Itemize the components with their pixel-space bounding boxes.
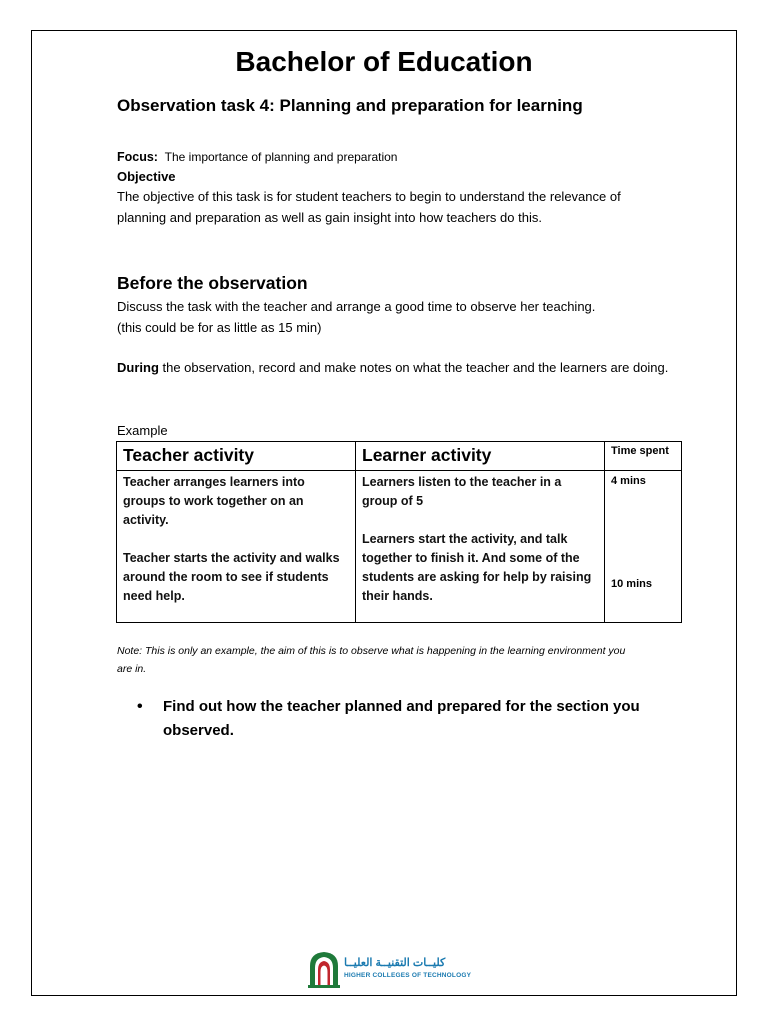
during-text: the observation, record and make notes on what the teacher and the learners are doing. (158, 360, 669, 375)
header-teacher-activity: Teacher activity (117, 442, 356, 471)
time-spent-2: 10 mins (611, 578, 652, 590)
bullet-point-icon: • (137, 698, 143, 715)
learner-activity-2: Learners start the activity, and talk together to finish it. And some of the students are asking for help by raising their hands. (362, 532, 592, 603)
header-time-spent: Time spent (605, 442, 682, 471)
during-observation-body (117, 358, 677, 379)
hct-emblem-icon (307, 950, 341, 988)
header-learner-activity: Learner activity (356, 442, 605, 471)
focus-label: Focus: (117, 150, 158, 164)
objective-heading: Objective (117, 169, 176, 184)
table-header-row (117, 442, 682, 471)
time-spent-1: 4 mins (611, 475, 646, 487)
teacher-activity-2: Teacher starts the activity and walks around the room to see if students need help. (123, 551, 340, 603)
focus-line (117, 148, 397, 166)
teacher-activity-cell (117, 471, 356, 623)
bullet-task-text: Find out how the teacher planned and prepared for the section you observed. (163, 698, 640, 739)
learner-activity-cell (356, 471, 605, 623)
before-observation-heading: Before the observation (117, 273, 308, 293)
logo-english-text: HIGHER COLLEGES OF TECHNOLOGY (344, 972, 472, 979)
table-row (117, 471, 682, 623)
before-observation-body (117, 297, 677, 338)
before-body-line-1: Discuss the task with the teacher and arrange a good time to observe her teaching. (117, 299, 596, 314)
example-label: Example (117, 423, 168, 438)
hct-logo (307, 950, 472, 988)
document-title: Bachelor of Education (235, 46, 533, 77)
before-body-line-2: (this could be for as little as 15 min) (117, 319, 322, 335)
focus-text: The importance of planning and preparation (164, 150, 398, 164)
during-label: During (117, 360, 159, 375)
logo-arabic-text: كليــات التقنيــة العليــا (344, 957, 446, 969)
learner-activity-1: Learners listen to the teacher in a group of 5 (362, 475, 562, 508)
document-subtitle: Observation task 4: Planning and preparation for learning (117, 96, 583, 115)
objective-body: The objective of this task is for student teachers to begin to understand the relevance of planning and preparation as well as gain insight into how teachers do this. (117, 189, 621, 225)
example-table (116, 441, 682, 623)
teacher-activity-1: Teacher arranges learners into groups to work together on an activity. (123, 475, 305, 527)
time-spent-cell (605, 471, 682, 623)
example-note: Note: This is only an example, the aim of this is to observe what is happening in the learning environment you are in. (117, 645, 626, 675)
